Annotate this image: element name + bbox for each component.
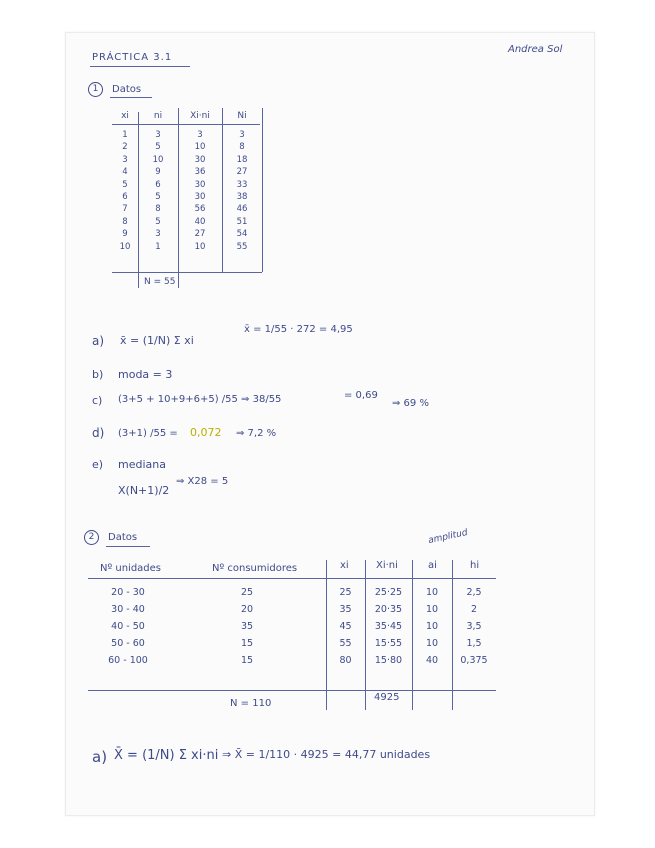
ex1-a-formula: x̄ = (1/N) Σ xi xyxy=(120,334,194,347)
cell-Ni: 38 xyxy=(236,192,248,203)
cell-hi: 0,375 xyxy=(460,655,488,666)
ex2-col-header-units: Nº unidades xyxy=(100,563,162,574)
cell-ai: 10 xyxy=(425,621,439,632)
cell-ai: 10 xyxy=(425,604,439,615)
cell-interval: 50 - 60 xyxy=(111,638,145,649)
cell-xini: 40 xyxy=(194,216,206,227)
cell-Ni: 54 xyxy=(236,229,248,240)
cell-interval: 20 - 30 xyxy=(111,587,145,598)
ex1-total-n: N = 55 xyxy=(144,277,176,287)
cell-consumers: 25 xyxy=(240,587,254,598)
cell-consumers: 15 xyxy=(240,655,254,666)
table-row xyxy=(112,141,262,153)
cell-Ni: 8 xyxy=(239,142,245,153)
cell-consumers: 35 xyxy=(240,621,254,632)
cell-xi: 3 xyxy=(122,154,128,165)
cell-xi: 25 xyxy=(339,587,352,598)
cell-ni: 8 xyxy=(155,204,161,215)
ex1-c-text: (3+5 + 10+9+6+5) /55 ⇒ 38/55 xyxy=(118,394,282,405)
cell-interval: 30 - 40 xyxy=(111,604,145,615)
col-header-ni: ni xyxy=(153,111,163,121)
ex1-b-label: b) xyxy=(92,368,104,381)
cell-Ni: 33 xyxy=(236,179,248,190)
table-row xyxy=(112,191,262,203)
cell-xi: 6 xyxy=(122,192,128,203)
page-title: PRÁCTICA 3.1 xyxy=(92,52,173,63)
cell-ni: 10 xyxy=(152,154,164,165)
cell-xi: 80 xyxy=(339,655,352,666)
cell-hi: 1,5 xyxy=(466,638,482,649)
ex1-e-text: mediana xyxy=(118,458,166,471)
ex1-a-label: a) xyxy=(92,334,105,348)
ex2-header-rule xyxy=(88,578,496,579)
cell-ni: 5 xyxy=(155,216,161,227)
table-row xyxy=(88,584,496,601)
ex2-a-result: ⇒ X̄ = 1/110 · 4925 = 44,77 unidades xyxy=(222,748,431,761)
ex1-b-text: moda = 3 xyxy=(118,368,173,381)
ex1-d-percent: ⇒ 7,2 % xyxy=(236,428,277,439)
title-underline xyxy=(90,66,190,67)
cell-ai: 10 xyxy=(425,587,439,598)
cell-Ni: 3 xyxy=(239,130,245,140)
ex1-d-label: d) xyxy=(92,426,105,440)
cell-ai: 10 xyxy=(425,638,439,649)
cell-Ni: 55 xyxy=(236,241,248,252)
col-header-xini: Xi·ni xyxy=(190,111,210,121)
cell-xini: 15·55 xyxy=(374,638,403,649)
table-row xyxy=(88,635,496,652)
cell-ni: 9 xyxy=(155,167,161,178)
cell-xi: 2 xyxy=(122,142,128,153)
ex1-heading-underline xyxy=(110,97,152,98)
ex1-col-rule-4 xyxy=(262,108,263,272)
ex2-a-label: a) xyxy=(92,748,108,766)
cell-interval: 60 - 100 xyxy=(108,655,148,666)
cell-ai: 40 xyxy=(425,655,439,666)
ex1-e-result: ⇒ X28 = 5 xyxy=(176,476,229,487)
ex1-e-label: e) xyxy=(92,458,104,471)
ex2-col-header-xi: xi xyxy=(340,560,349,571)
cell-Ni: 46 xyxy=(236,204,248,215)
cell-xini: 10 xyxy=(194,241,206,252)
cell-xini: 36 xyxy=(194,167,206,178)
ex2-heading: Datos xyxy=(108,532,138,543)
ex2-table xyxy=(88,584,496,669)
cell-xini: 30 xyxy=(194,192,206,203)
cell-ni: 3 xyxy=(155,229,161,240)
cell-xini: 27 xyxy=(194,229,206,240)
table-row xyxy=(88,652,496,669)
cell-ni: 3 xyxy=(155,130,161,140)
col-header-xi: xi xyxy=(121,111,129,121)
cell-xini: 10 xyxy=(194,142,206,153)
ex1-e-formula: X(N+1)/2 xyxy=(118,484,170,497)
cell-xi: 45 xyxy=(339,621,352,632)
col-header-Ni: Ni xyxy=(237,111,247,121)
cell-consumers: 15 xyxy=(240,638,254,649)
cell-consumers: 20 xyxy=(240,604,254,615)
cell-xini: 30 xyxy=(194,154,206,165)
cell-interval: 40 - 50 xyxy=(111,621,145,632)
cell-xi: 55 xyxy=(339,638,352,649)
cell-ni: 5 xyxy=(155,192,161,203)
cell-xi: 35 xyxy=(339,604,352,615)
table-row xyxy=(112,241,262,253)
cell-xi: 10 xyxy=(119,241,131,252)
ex2-total-sum: 4925 xyxy=(374,692,400,703)
table-row xyxy=(88,618,496,635)
cell-xini: 25·25 xyxy=(374,587,403,598)
ex2-col-header-consumers: Nº consumidores xyxy=(212,563,298,574)
exercise-number-2: 2 xyxy=(84,530,99,545)
ex2-col-header-ai: ai xyxy=(428,560,437,571)
ex2-amplitud-note: amplitud xyxy=(427,527,469,547)
cell-xi: 5 xyxy=(122,179,128,190)
cell-xini: 56 xyxy=(194,204,206,215)
cell-xini: 35·45 xyxy=(374,621,403,632)
ex1-bottom-rule xyxy=(112,272,262,273)
exercise-number-1: 1 xyxy=(88,82,103,97)
cell-Ni: 27 xyxy=(236,167,248,178)
table-row xyxy=(112,179,262,191)
ex1-d-value: 0,072 xyxy=(190,426,222,439)
cell-hi: 2 xyxy=(470,604,478,615)
table-row xyxy=(112,166,262,178)
ex1-table xyxy=(112,108,262,253)
cell-ni: 5 xyxy=(155,142,161,153)
ex2-bottom-rule xyxy=(88,690,496,691)
cell-xini: 30 xyxy=(194,179,206,190)
ex1-c-percent: ⇒ 69 % xyxy=(392,398,429,409)
ex1-table-header xyxy=(112,108,262,124)
author-name: Andrea Sol xyxy=(508,44,563,55)
cell-hi: 2,5 xyxy=(466,587,482,598)
cell-Ni: 51 xyxy=(236,216,248,227)
cell-xi: 1 xyxy=(122,130,128,140)
ex1-heading: Datos xyxy=(112,84,142,95)
ex2-a-formula: X̄ = (1/N) Σ xi·ni xyxy=(114,748,219,763)
table-row xyxy=(112,228,262,240)
cell-xini: 15·80 xyxy=(374,655,403,666)
table-row xyxy=(112,129,262,141)
ex2-col-header-xini: Xi·ni xyxy=(376,560,398,571)
cell-ni: 1 xyxy=(155,241,161,252)
table-row xyxy=(112,154,262,166)
cell-hi: 3,5 xyxy=(466,621,482,632)
cell-xini: 20·35 xyxy=(374,604,403,615)
ex1-c-label: c) xyxy=(92,394,103,407)
cell-xi: 8 xyxy=(122,216,128,227)
table-row xyxy=(112,203,262,215)
ex2-heading-underline xyxy=(106,546,150,547)
table-row xyxy=(88,601,496,618)
cell-xini: 3 xyxy=(197,130,203,140)
ex1-a-result: x̄ = 1/55 · 272 = 4,95 xyxy=(244,324,353,335)
cell-ni: 6 xyxy=(155,179,161,190)
cell-Ni: 18 xyxy=(236,154,248,165)
ex1-c-result: = 0,69 xyxy=(344,390,378,401)
table-row xyxy=(112,216,262,228)
ex2-col-header-hi: hi xyxy=(470,560,480,571)
cell-xi: 9 xyxy=(122,229,128,240)
ex2-total-n: N = 110 xyxy=(230,698,272,709)
cell-xi: 7 xyxy=(122,204,128,215)
ex1-d-text: (3+1) /55 = xyxy=(118,428,178,439)
cell-xi: 4 xyxy=(122,167,128,178)
